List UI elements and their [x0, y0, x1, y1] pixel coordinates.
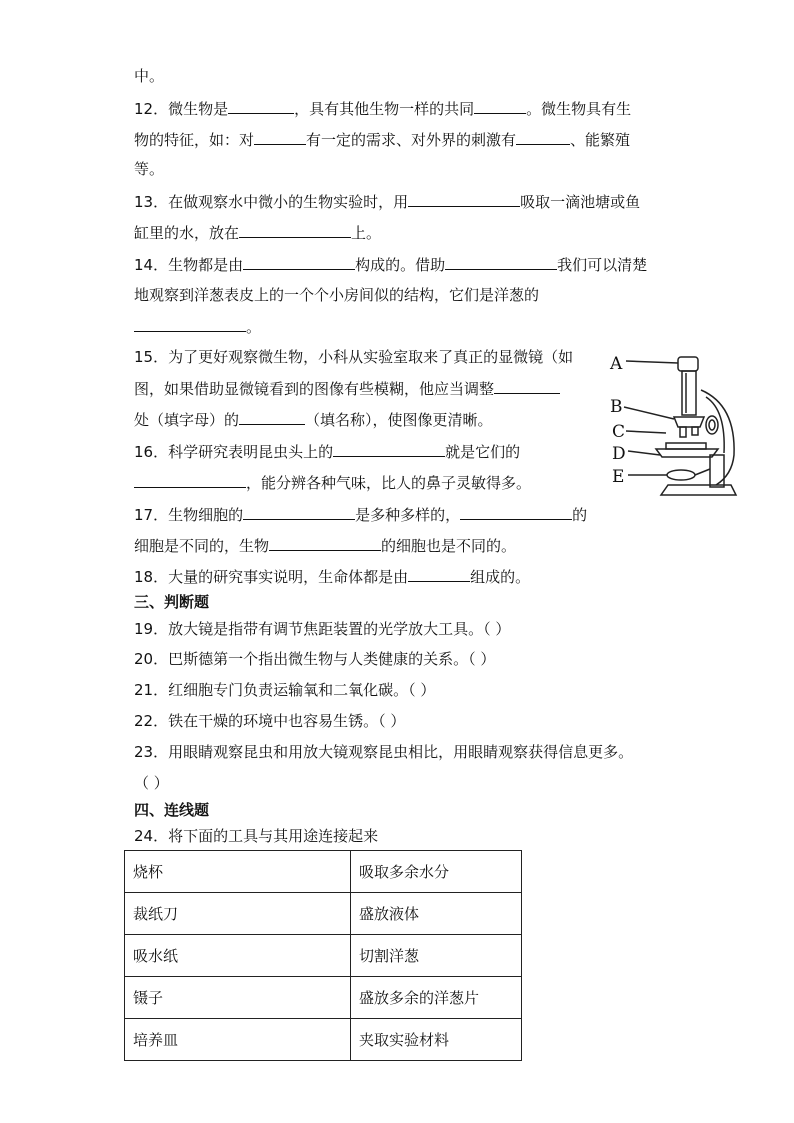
judge-item: 22．铁在干燥的环境中也容易生锈。（ ）: [134, 712, 406, 730]
question-12-line-3: 等。: [134, 160, 165, 178]
table-row: [125, 935, 522, 977]
mirror: [667, 470, 695, 480]
question-15-line-1: 15．为了更好观察微生物，小科从实验室取来了真正的显微镜（如: [134, 348, 574, 366]
answer-blank[interactable]: [243, 504, 355, 520]
use-cell[interactable]: 切割洋葱: [351, 935, 522, 977]
use-cell[interactable]: 吸取多余水分: [351, 851, 522, 893]
answer-blank[interactable]: [460, 504, 572, 520]
answer-blank[interactable]: [269, 535, 381, 551]
stage: [656, 449, 718, 457]
label-c: C: [612, 422, 626, 442]
judge-item: 19．放大镜是指带有调节焦距装置的光学放大工具。（ ）: [134, 620, 511, 638]
question-14-line-3: 。: [134, 316, 261, 337]
use-cell[interactable]: 盛放液体: [351, 893, 522, 935]
table-row: [125, 977, 522, 1019]
question-18-line-1: 18．大量的研究事实说明，生命体都是由 组成的。: [134, 568, 531, 586]
section-4-title: 四、连线题: [134, 801, 210, 819]
tool-cell[interactable]: 培养皿: [125, 1019, 351, 1061]
eyepiece: [678, 357, 698, 371]
table-row: [125, 1019, 522, 1061]
answer-blank[interactable]: [134, 472, 246, 488]
answer-blank[interactable]: [239, 409, 305, 425]
answer-blank[interactable]: [445, 254, 557, 270]
label-d: D: [612, 444, 626, 464]
answer-blank[interactable]: [516, 129, 570, 145]
judge-item: 23．用眼睛观察昆虫和用放大镜观察昆虫相比，用眼睛观察获得信息更多。: [134, 743, 634, 761]
answer-blank[interactable]: [228, 98, 294, 114]
section-3-title: 三、判断题: [134, 593, 210, 611]
question-15-line-3: 处（填字母）的 （填名称），使图像更清晰。: [134, 411, 493, 429]
question-15-line-2: 图，如果借助显微镜看到的图像有些模糊，他应当调整: [134, 378, 560, 399]
tool-cell[interactable]: 镊子: [125, 977, 351, 1019]
judge-item: 20．巴斯德第一个指出微生物与人类健康的关系。（ ）: [134, 650, 496, 668]
microscope-pillar: [710, 455, 724, 487]
answer-blank[interactable]: [243, 254, 355, 270]
table-row: [125, 851, 522, 893]
tool-cell[interactable]: 烧杯: [125, 851, 351, 893]
answer-blank[interactable]: [239, 222, 351, 238]
answer-blank[interactable]: [134, 316, 246, 332]
nosepiece: [674, 417, 704, 427]
tool-cell[interactable]: 裁纸刀: [125, 893, 351, 935]
question-17-line-2: 细胞是不同的，生物 的细胞也是不同的。: [134, 537, 517, 555]
label-b: B: [610, 397, 623, 417]
question-16-line-2: ，能分辨各种气味，比人的鼻子灵敏得多。: [134, 472, 531, 493]
question-12-line-2: 物的特征，如：对 有一定的需求、对外界的刺激有 、能繁殖: [134, 131, 631, 149]
tool-cell[interactable]: 吸水纸: [125, 935, 351, 977]
coarse-focus-knob: [706, 416, 718, 434]
answer-blank[interactable]: [408, 191, 520, 207]
question-12-line-1: 12．微生物是 ，具有其他生物一样的共同 。微生物具有生: [134, 100, 632, 118]
question-24-prompt: 24．将下面的工具与其用途连接起来: [134, 827, 379, 845]
label-e: E: [612, 467, 625, 487]
body-tube: [682, 371, 696, 415]
question-14-line-1: 14．生物都是由 构成的。借助 我们可以清楚: [134, 256, 648, 274]
use-cell[interactable]: 夹取实验材料: [351, 1019, 522, 1061]
label-a: A: [610, 354, 623, 374]
answer-blank[interactable]: [408, 566, 470, 582]
microscope-figure: [606, 345, 746, 515]
question-13-line-1: 13．在做观察水中微小的生物实验时，用 吸取一滴池塘或鱼: [134, 193, 641, 211]
answer-blank[interactable]: [254, 129, 306, 145]
matching-table: [124, 850, 522, 1061]
question-17-line-1: 17．生物细胞的 是多种多样的， 的: [134, 506, 588, 524]
table-row: [125, 893, 522, 935]
use-cell[interactable]: 盛放多余的洋葱片: [351, 977, 522, 1019]
question-11-tail: 中。: [134, 67, 165, 85]
question-13-line-2: 缸里的水，放在 上。: [134, 224, 382, 242]
answer-blank[interactable]: [333, 441, 445, 457]
question-16-line-1: 16．科学研究表明昆虫头上的 就是它们的: [134, 443, 521, 461]
answer-blank[interactable]: [494, 378, 560, 394]
judge-item: 21．红细胞专门负责运输氧和二氧化碳。（ ）: [134, 681, 436, 699]
answer-blank[interactable]: [474, 98, 526, 114]
judge-answer-bracket[interactable]: （ ）: [134, 774, 169, 792]
question-14-line-2: 地观察到洋葱表皮上的一个个小房间似的结构，它们是洋葱的: [134, 286, 540, 304]
